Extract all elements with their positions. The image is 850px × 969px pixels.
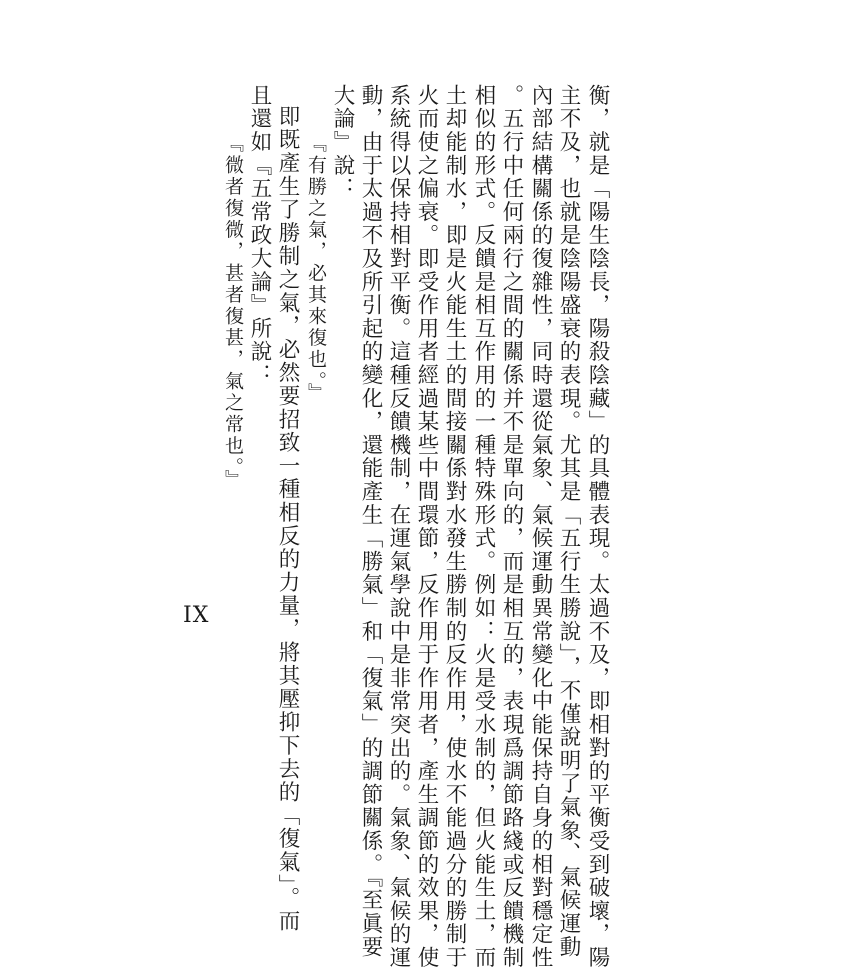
text-column-6: 土却能制水，即是火能生土的間接關係對水發生勝制的反作用，使水不能過分的勝制于 [442,84,467,969]
quote-1: 『有勝之氣，必其來復也。』 [305,133,327,405]
text-column-2: 主不及，也就是陰陽盛衰的表現。尤其是「五行生勝說」，不僅說明了氣象、氣候運動 [556,84,581,959]
text-column-5: 相似的形式。反饋是相互作用的一種特殊形式。例如：火是受水制的，但火能生土，而 [471,84,496,969]
text-column-7: 火而使之偏衰。即受作用者經過某些中間環節，反作用于作用者，產生調節的效果，使 [414,84,439,969]
text-column-3: 內部結構關係的復雜性，同時還從氣象、氣候運動異常變化中能保持自身的相對穩定性 [528,84,553,969]
text-column-1: 衡，就是「陽生陰長，陽殺陰藏」的具體表現。太過不及，即相對的平衡受到破壞，陽 [585,84,610,969]
quote-2: 『微者復微，甚者復甚，氣之常也。』 [222,133,244,491]
text-column-10: 大論』說： [330,84,355,201]
page-number: IX [183,603,210,628]
text-column-13: 且還如『五常政大論』所說： [247,84,272,387]
text-column-8: 系統得以保持相對平衡。這種反饋機制，在運氣學說中是非常突出的。氣象、氣候的運 [386,84,411,969]
text-column-12: 即既產生了勝制之氣，必然要招致一種相反的力量，將其壓抑下去的「復氣」。而 [275,105,300,934]
text-column-4: 。五行中任何兩行之間的關係并不是單向的，而是相互的，表現爲調節路綫或反饋機制 [499,84,524,969]
text-column-9: 動，由于太過不及所引起的變化，還能產生「勝氣」和「復氣」的調節關係。『至眞要 [358,84,383,959]
